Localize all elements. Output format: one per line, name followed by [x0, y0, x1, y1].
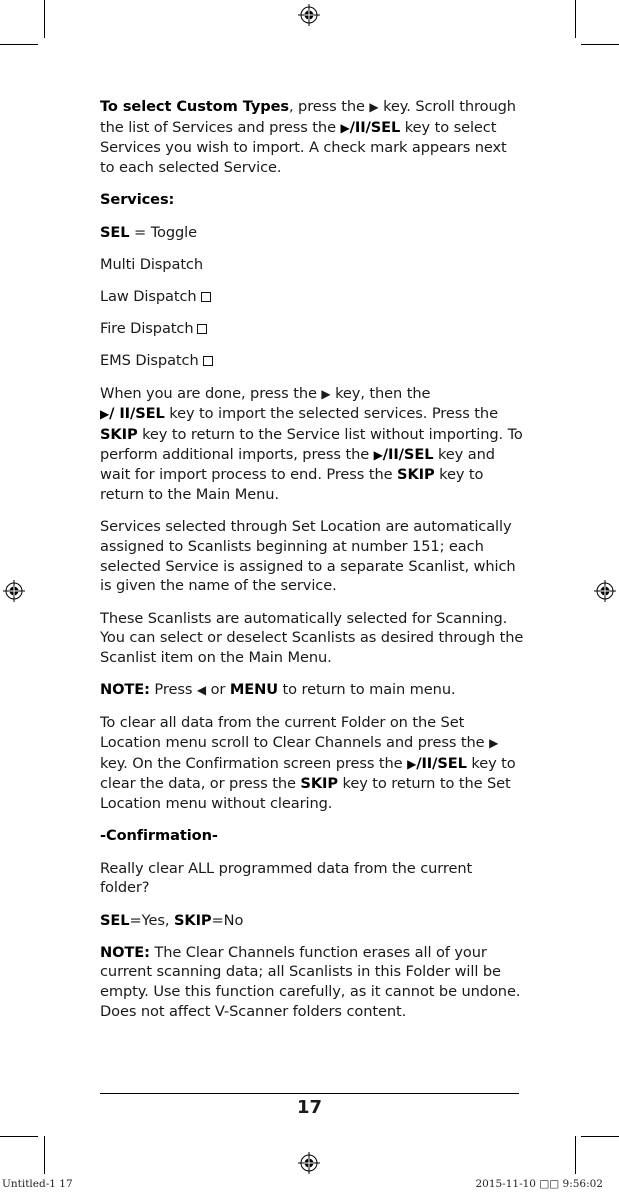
key-label: [100, 405, 165, 422]
slug-right: 2015-11-10 □□ 9:56:02: [475, 1178, 603, 1190]
service-label: EMS Dispatch: [100, 352, 199, 370]
confirmation-text: Really clear ALL programmed data from the current folder?: [100, 859, 473, 897]
text-run: key to return to the Service list without importing. To perform additional imports, press the: [100, 425, 523, 463]
key-label: SKIP: [173, 911, 212, 929]
lead-heading: To select Custom Types: [100, 98, 289, 115]
note-label: NOTE:: [100, 943, 150, 961]
paragraph-when-done: [100, 384, 525, 505]
footer-rule: [100, 1093, 519, 1094]
crop-mark: [0, 1136, 38, 1137]
sel-skip-line: [100, 911, 525, 931]
page-number: 17: [296, 1097, 323, 1118]
key-text: /II/SEL: [382, 445, 434, 463]
left-arrow-icon: ◀: [196, 683, 207, 698]
text-run: The Clear Channels function erases all of your current scanning data; all Scanlists in this Folder will be empty. Use this function carefully, as it cannot be undone. Does not affect V-Scanner folders content.: [100, 943, 521, 1020]
key-label: SKIP: [397, 466, 435, 484]
note-clear-channels: [100, 943, 525, 1022]
text-run: or: [206, 681, 230, 699]
text-run: key, then the: [330, 384, 431, 402]
registration-mark-icon: [594, 580, 616, 602]
text-run: key to import the selected services. Press the: [164, 405, 498, 423]
right-arrow-icon: ▶: [321, 386, 331, 401]
paragraph-custom-types: [100, 97, 525, 178]
key-text: /II/SEL: [416, 754, 467, 772]
key-label: SKIP: [300, 775, 338, 793]
right-arrow-icon: ▶: [100, 407, 110, 422]
text-run: When you are done, press the: [100, 384, 322, 402]
checkbox-icon: [203, 356, 213, 366]
right-arrow-icon: ▶: [407, 756, 417, 771]
checkbox-icon: [197, 324, 207, 334]
right-arrow-icon: ▶: [369, 100, 379, 114]
text-run: key to return to the Set Location menu without clearing.: [100, 775, 511, 813]
paragraph-clear: [100, 713, 525, 814]
text-run: =No: [211, 911, 244, 929]
crop-mark: [44, 1136, 45, 1174]
service-item: Multi Dispatch: [100, 255, 204, 273]
service-item: [100, 351, 525, 371]
service-label: Law Dispatch: [100, 287, 197, 305]
slug-left: Untitled-1 17: [2, 1178, 73, 1190]
services-heading: Services:: [100, 191, 175, 209]
sel-toggle-line: [100, 223, 525, 243]
text-run: Press: [149, 681, 197, 699]
right-arrow-icon: ▶: [340, 120, 350, 135]
right-arrow-icon: ▶: [373, 447, 383, 462]
note-label: NOTE:: [100, 681, 150, 699]
text-run: key. On the Confirmation screen press the: [100, 754, 408, 772]
key-label: SEL: [100, 223, 130, 241]
text-run: key to clear the data, or press the: [100, 754, 516, 793]
confirmation-heading: -Confirmation-: [100, 827, 218, 845]
registration-mark-icon: [298, 1152, 320, 1174]
paragraph-selected: These Scanlists are automatically selected for Scanning. You can select or deselect Scanlists as desired through the Scanlist item on the Main Menu.: [100, 609, 524, 666]
text-run: to return to main menu.: [278, 681, 456, 699]
key-label: MENU: [229, 681, 278, 699]
key-label: [407, 755, 467, 772]
crop-mark: [575, 1136, 576, 1174]
paragraph-scanlists: Services selected through Set Location are automatically assigned to Scanlists beginning at number 151; each selected Service is assigned to a separate Scanlist, which is given the name of the service.: [100, 518, 516, 595]
crop-mark: [0, 44, 38, 45]
key-label: SEL: [100, 911, 130, 929]
service-label: Fire Dispatch: [100, 320, 194, 338]
page-body: [100, 97, 525, 1034]
service-item: [100, 319, 525, 339]
text-run: key and wait for import process to end. Press the: [100, 445, 495, 484]
crop-mark: [581, 44, 619, 45]
registration-mark-icon: [3, 580, 25, 602]
service-item: [100, 287, 525, 307]
key-label: [374, 446, 434, 463]
key-label: [341, 119, 401, 136]
key-text: /II/SEL: [349, 118, 401, 136]
checkbox-icon: [201, 292, 211, 302]
key-label: SKIP: [100, 425, 138, 443]
text-run: key to select Services you wish to import. A check mark appears next to each selected Service.: [100, 118, 507, 177]
text-run: key to return to the Main Menu.: [100, 466, 484, 504]
key-text: / II/SEL: [109, 405, 165, 423]
crop-mark: [44, 0, 45, 38]
note-menu: [100, 680, 525, 701]
text-run: key. Scroll through the list of Services and press the: [100, 98, 516, 136]
crop-mark: [575, 0, 576, 38]
text-run: =Yes,: [129, 911, 174, 929]
text-run: = Toggle: [129, 223, 198, 241]
registration-mark-icon: [298, 4, 320, 26]
text-run: To clear all data from the current Folder on the Set Location menu scroll to Clear Channels and press the: [100, 714, 490, 752]
crop-mark: [581, 1136, 619, 1137]
right-arrow-icon: ▶: [489, 736, 499, 751]
text-run: , press the: [288, 98, 370, 115]
